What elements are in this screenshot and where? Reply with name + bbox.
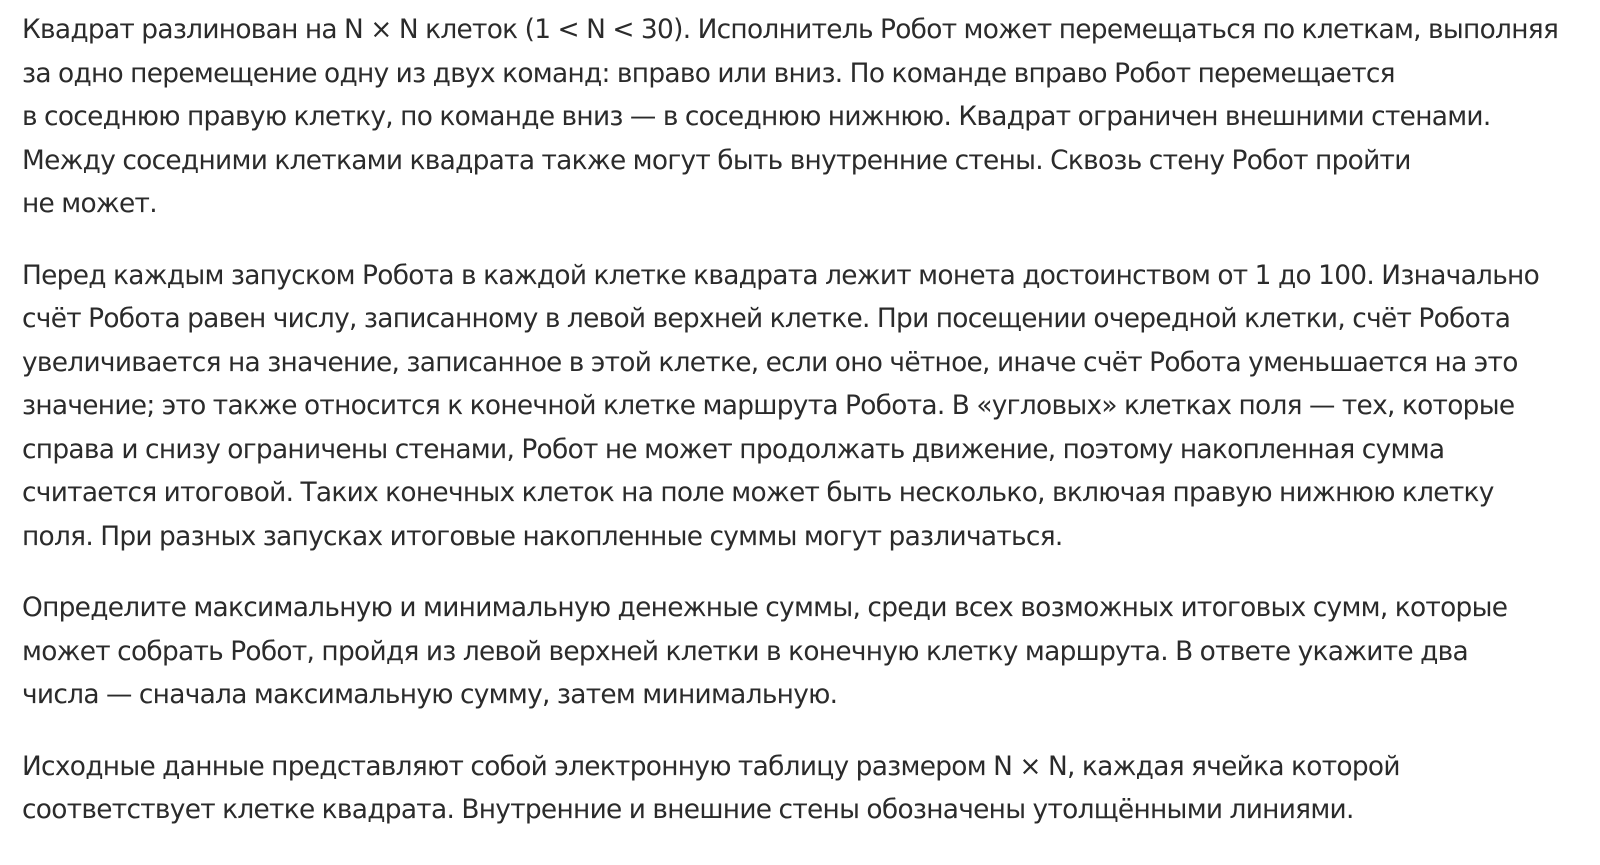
text-line: Определите максимальную и минимальную денежные суммы, среди всех возможных итоговых сумм, которые [22,592,1508,623]
text-line: Перед каждым запуском Робота в каждой клетке квадрата лежит монета достоинством от 1 до 100. Изначально [22,259,1540,291]
text-line: Исходные данные представляют собой электронную таблицу размером N × N, каждая ячейка которой [22,750,1400,782]
text-line: увеличивается на значение, записанное в этой клетке, если оно чётное, иначе счёт Робота уменьшается на это [22,346,1518,378]
text-line: счёт Робота равен числу, записанному в левой верхней клетке. При посещении очередной клетки, счёт Робота [22,303,1511,334]
paragraph-scoring-rules [22,254,1578,559]
text-line: в соседнюю правую клетку, по команде вниз — в соседнюю нижнюю. Квадрат ограничен внешними стенами. [22,101,1491,132]
text-line: может собрать Робот, пройдя из левой верхней клетки в конечную клетку маршрута. В ответе укажите два [22,635,1469,667]
paragraph-grid-description [22,8,1578,226]
paragraph-task-question [22,586,1578,717]
text-line: считается итоговой. Таких конечных клеток на поле может быть несколько, включая правую нижнюю клетку [22,477,1494,508]
text-line: поля. При разных запусках итоговые накопленные суммы могут различаться. [22,520,1063,552]
text-line: соответствует клетке квадрата. Внутренние и внешние стены обозначены утолщёнными линиями. [22,794,1354,825]
text-line: Между соседними клетками квадрата также могут быть внутренние стены. Сквозь стену Робот пройти [22,144,1411,176]
text-line: Квадрат разлинован на N × N клеток (1 < N < 30). Исполнитель Робот может перемещаться по клеткам, выполняя [22,14,1559,45]
text-line: справа и снизу ограничены стенами, Робот не может продолжать движение, поэтому накопленная сумма [22,433,1445,465]
paragraph-input-data [22,745,1578,832]
text-line: не может. [22,188,157,219]
text-line: за одно перемещение одну из двух команд: вправо или вниз. По команде вправо Робот перемещается [22,57,1395,89]
text-line: значение; это также относится к конечной клетке маршрута Робота. В «угловых» клетках поля — тех, которые [22,390,1515,421]
text-line: числа — сначала максимальную сумму, затем минимальную. [22,679,838,710]
